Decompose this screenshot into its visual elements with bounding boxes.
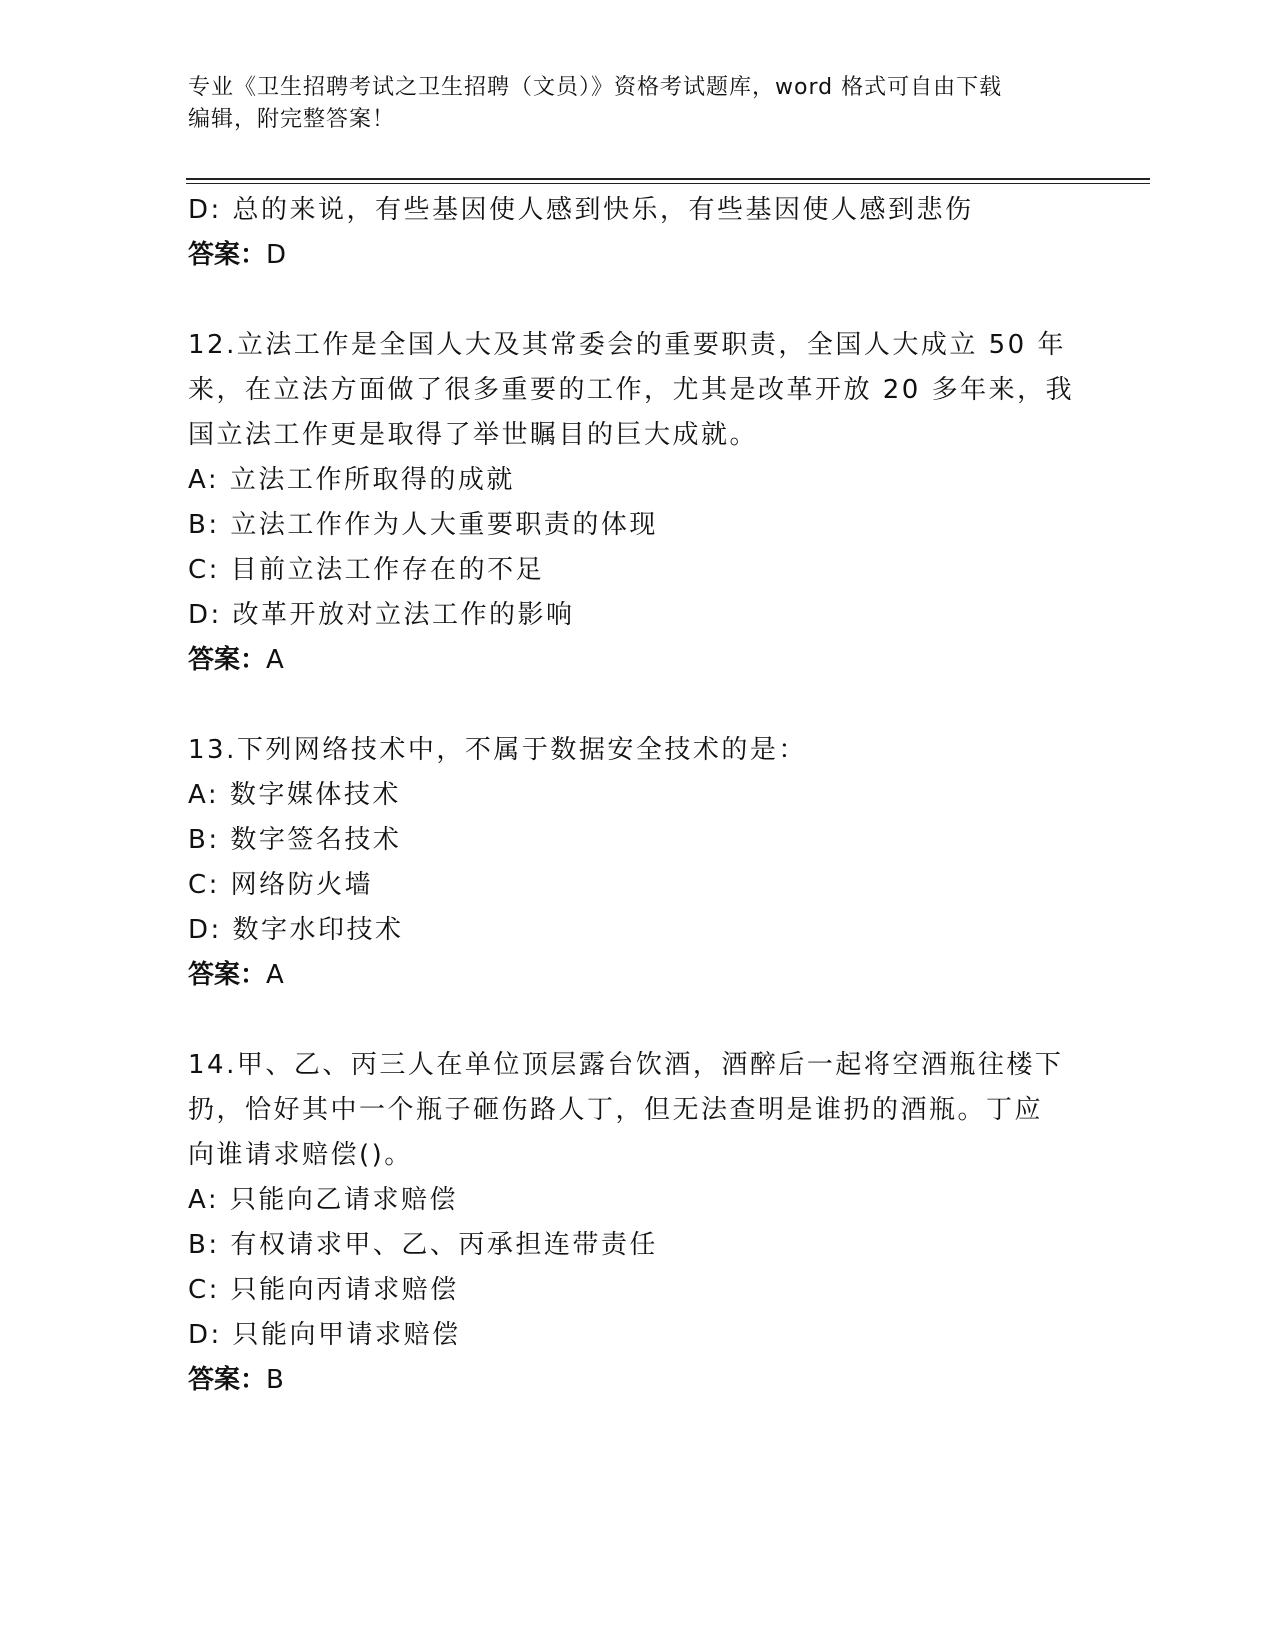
answer-label: 答案： — [188, 645, 267, 675]
option-c: C: 目前立法工作存在的不足 — [188, 555, 545, 585]
question-14 — [188, 1043, 1088, 1403]
question-12 — [188, 323, 1088, 683]
option-b: B: 有权请求甲、乙、丙承担连带责任 — [188, 1230, 658, 1260]
answer-label: 答案： — [188, 960, 267, 990]
answer-value: A — [266, 960, 287, 990]
answer-value: D — [266, 240, 289, 270]
header-rule-thick — [186, 178, 1150, 180]
option-b: B: 数字签名技术 — [188, 825, 402, 855]
question-line: 14.甲、乙、丙三人在单位顶层露台饮酒，酒醉后一起将空酒瓶往楼下 — [188, 1050, 1064, 1080]
header-line-1: 专业《卫生招聘考试之卫生招聘（文员）》资格考试题库，word 格式可自由下载 — [188, 75, 1003, 100]
prev-answer — [188, 233, 1088, 278]
answer — [188, 638, 1088, 683]
question-line: 来，在立法方面做了很多重要的工作，尤其是改革开放 20 多年来，我 — [188, 375, 1075, 405]
question-stem — [188, 1043, 1068, 1178]
option-b: B: 立法工作作为人大重要职责的体现 — [188, 510, 658, 540]
question-stem — [188, 728, 1068, 773]
option-d: D: 数字水印技术 — [188, 915, 404, 945]
answer-label: 答案： — [188, 1365, 267, 1395]
header-rule-thin — [186, 183, 1150, 184]
answer-value: A — [266, 645, 287, 675]
answer-label: 答案： — [188, 240, 267, 270]
question-line: 扔，恰好其中一个瓶子砸伤路人丁，但无法查明是谁扔的酒瓶。丁应 — [188, 1095, 1044, 1125]
answer-value: B — [266, 1365, 287, 1395]
option-d: D: 只能向甲请求赔偿 — [188, 1320, 461, 1350]
option-d: D: 改革开放对立法工作的影响 — [188, 600, 575, 630]
option-a: A: 只能向乙请求赔偿 — [188, 1185, 458, 1215]
option-a: A: 数字媒体技术 — [188, 780, 401, 810]
question-line: 国立法工作更是取得了举世瞩目的巨大成就。 — [188, 420, 759, 450]
option-c: C: 网络防火墙 — [188, 870, 374, 900]
option-a: A: 立法工作所取得的成就 — [188, 465, 515, 495]
header-line-2: 编辑，附完整答案！ — [188, 107, 396, 132]
prev-question-tail — [188, 188, 1088, 278]
question-13 — [188, 728, 1088, 998]
page-header — [188, 72, 1088, 136]
prev-option-d: D: 总的来说，有些基因使人感到快乐，有些基因使人感到悲伤 — [188, 195, 974, 225]
question-stem — [188, 323, 1075, 458]
question-line: 12.立法工作是全国人大及其常委会的重要职责，全国人大成立 50 年 — [188, 330, 1066, 360]
option-c: C: 只能向丙请求赔偿 — [188, 1275, 459, 1305]
answer — [188, 1358, 1088, 1403]
answer — [188, 953, 1088, 998]
question-line: 13.下列网络技术中，不属于数据安全技术的是： — [188, 735, 807, 765]
question-content — [188, 188, 1088, 1403]
question-line: 向谁请求赔偿()。 — [188, 1140, 413, 1170]
